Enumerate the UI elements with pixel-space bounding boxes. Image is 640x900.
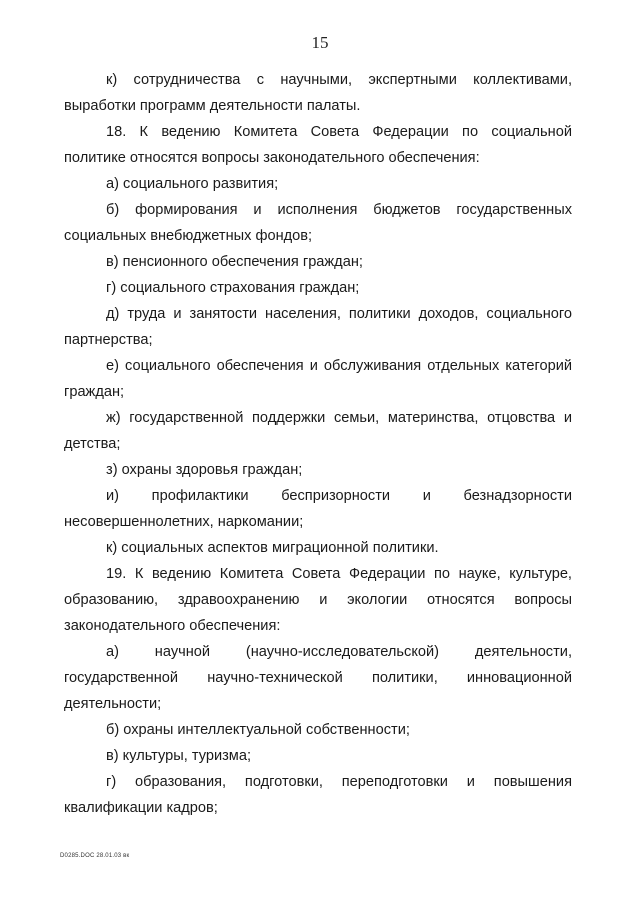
page-number: 15	[311, 33, 329, 52]
paragraph-18-social-policy: 18. К ведению Комитета Совета Федерации по социальной политике относятся вопросы законодательного обеспечения:	[64, 124, 572, 166]
item-zh-family-support: ж) государственной поддержки семьи, материнства, отцовства и детства;	[64, 410, 572, 452]
item-a-science: а) научной (научно-исследовательской) деятельности, государственной научно-технической политики, инновационной деятельности;	[64, 644, 572, 712]
item-e-social-services: е) социального обеспечения и обслуживания отдельных категорий граждан;	[64, 358, 572, 400]
item-g-education: г) образования, подготовки, переподготовки и повышения квалификации кадров;	[64, 774, 572, 816]
document-footer-code: D0285.DOC 28.01.03 вк	[60, 853, 130, 859]
document-body	[64, 67, 572, 821]
item-z-health: з) охраны здоровья граждан;	[106, 462, 303, 478]
item-v-culture-tourism: в) культуры, туризма;	[106, 748, 252, 764]
item-d-labor: д) труда и занятости населения, политики доходов, социального партнерства;	[64, 306, 572, 348]
paragraph-k-cooperation: к) сотрудничества с научными, экспертными коллективами, выработки программ деятельности палаты.	[64, 72, 572, 114]
item-a-social-development: а) социального развития;	[106, 176, 279, 192]
item-k-migration: к) социальных аспектов миграционной политики.	[106, 540, 439, 556]
item-i-prevention: и) профилактики беспризорности и безнадзорности несовершеннолетних, наркомании;	[64, 488, 572, 530]
item-g-social-insurance: г) социального страхования граждан;	[106, 280, 360, 296]
item-v-pensions: в) пенсионного обеспечения граждан;	[106, 254, 363, 270]
item-b-intellectual-property: б) охраны интеллектуальной собственности;	[106, 722, 410, 738]
item-b-budgets: б) формирования и исполнения бюджетов государственных социальных внебюджетных фондов;	[64, 202, 572, 244]
paragraph-19-science-culture: 19. К ведению Комитета Совета Федерации по науке, культуре, образованию, здравоохранению и экологии относятся вопросы законодательного обеспечения:	[64, 566, 572, 634]
